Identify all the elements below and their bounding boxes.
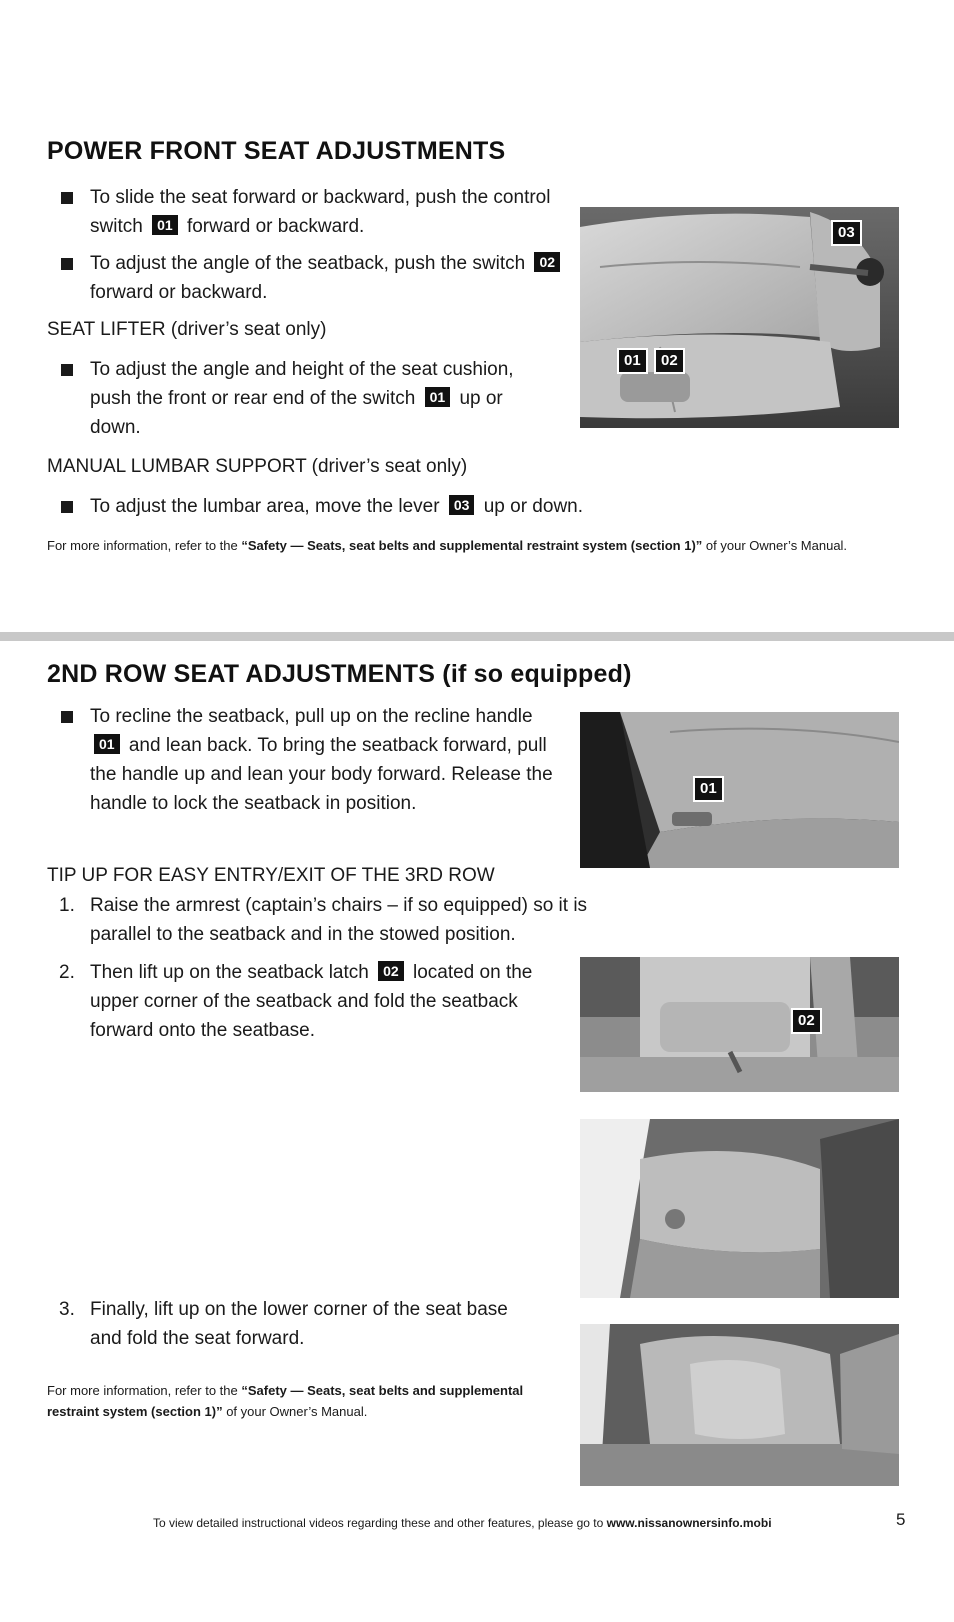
callout-badge: 02 bbox=[791, 1008, 822, 1034]
list-item bbox=[47, 492, 647, 522]
list-item bbox=[47, 1295, 569, 1353]
callout-badge: 01 bbox=[152, 215, 178, 235]
callout-badge: 03 bbox=[449, 495, 475, 515]
footer-note: To view detailed instructional videos regarding these and other features, please go to www.nissanownersinfo.mobi bbox=[153, 1516, 772, 1530]
step-text: Raise the armrest (captain’s chairs – if so equipped) so it is parallel to the seatback and in the stowed position. bbox=[90, 895, 588, 945]
folded-seatback-photo bbox=[580, 1119, 899, 1298]
callout-badge: 02 bbox=[654, 348, 685, 374]
bullet-text: To adjust the angle and height of the seat cushion, push the front or rear end of the switch bbox=[90, 359, 514, 409]
step-text: Finally, lift up on the lower corner of the seat base and fold the seat forward. bbox=[90, 1299, 508, 1349]
section-title-2nd-row: 2ND ROW SEAT ADJUSTMENTS (if so equipped) bbox=[47, 660, 632, 688]
bullet-text: up or down. bbox=[90, 388, 503, 438]
callout-badge: 01 bbox=[94, 734, 120, 754]
page-number: 5 bbox=[896, 1510, 906, 1529]
list-item bbox=[47, 355, 517, 443]
callout-badge: 02 bbox=[534, 252, 560, 272]
seat-folded-forward-photo bbox=[580, 1324, 899, 1486]
bullet-text: To adjust the angle of the seatback, push the switch bbox=[90, 253, 526, 274]
seatback-latch-photo bbox=[580, 957, 899, 1092]
bullet-text: and lean back. To bring the seatback forward, pull the handle up and lean your body forward. Release the handle to lock the seatback in position. bbox=[90, 735, 553, 814]
callout-badge: 02 bbox=[378, 961, 404, 981]
list-item bbox=[47, 891, 607, 949]
step-text: Then lift up on the seatback latch bbox=[90, 962, 369, 983]
bullet-square-icon bbox=[61, 192, 73, 204]
lumbar-support-heading: MANUAL LUMBAR SUPPORT (driver’s seat only) bbox=[47, 456, 468, 477]
list-item bbox=[47, 183, 567, 241]
callout-badge: 01 bbox=[693, 776, 724, 802]
step-number: 2. bbox=[59, 962, 75, 983]
bullet-square-icon bbox=[61, 711, 73, 723]
list-item bbox=[47, 702, 569, 822]
bullet-square-icon bbox=[61, 258, 73, 270]
front-seat-photo bbox=[580, 207, 899, 428]
callout-badge: 01 bbox=[617, 348, 648, 374]
bullet-text: forward or backward. bbox=[90, 282, 268, 303]
owners-manual-reference: For more information, refer to the “Safety — Seats, seat belts and supplemental restraint system (section 1)” of your Owner’s Manual. bbox=[47, 538, 848, 553]
bullet-text: forward or backward. bbox=[186, 216, 365, 237]
bullet-text: up or down. bbox=[483, 496, 584, 517]
step-number: 3. bbox=[59, 1299, 75, 1320]
bullet-square-icon bbox=[61, 501, 73, 513]
list-item bbox=[47, 958, 569, 1048]
section-title-power-front-seat: POWER FRONT SEAT ADJUSTMENTS bbox=[47, 137, 506, 165]
seat-lifter-heading: SEAT LIFTER (driver’s seat only) bbox=[47, 319, 327, 340]
section-divider bbox=[0, 632, 954, 641]
tip-up-heading: TIP UP FOR EASY ENTRY/EXIT OF THE 3RD ROW bbox=[47, 865, 495, 886]
owners-manual-reference: For more information, refer to the “Safety — Seats, seat belts and supplemental restraint system (section 1)” of your Owner’s Manual. bbox=[47, 1383, 524, 1419]
callout-badge: 03 bbox=[831, 220, 862, 246]
footer-url-link[interactable]: www.nissanownersinfo.mobi bbox=[606, 1516, 772, 1530]
recline-handle-photo bbox=[580, 712, 899, 868]
step-text: located on the upper corner of the seatback and fold the seatback forward onto the seatbase. bbox=[90, 962, 533, 1041]
step-number: 1. bbox=[59, 895, 75, 916]
bullet-text: To recline the seatback, pull up on the recline handle bbox=[90, 706, 533, 727]
bullet-square-icon bbox=[61, 364, 73, 376]
callout-badge: 01 bbox=[425, 387, 451, 407]
bullet-text: To adjust the lumbar area, move the lever bbox=[90, 496, 440, 517]
list-item bbox=[47, 249, 567, 307]
bullet-text: To slide the seat forward or backward, push the control switch bbox=[90, 187, 551, 237]
